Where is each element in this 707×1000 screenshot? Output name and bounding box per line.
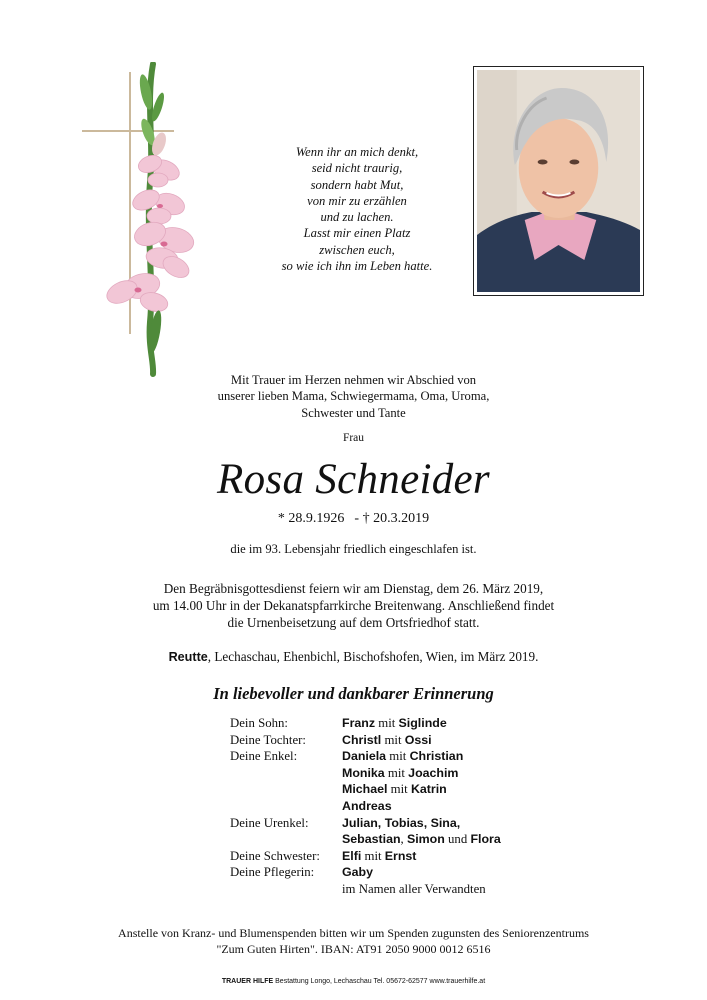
intro-line: Mit Trauer im Herzen nehmen wir Abschied von — [230, 373, 477, 387]
service-line: um 14.00 Uhr in der Dekanatspfarrkirche Breitenwang. Anschließend findet — [152, 598, 555, 613]
relation-names: Christl mit Ossi — [342, 732, 432, 747]
relation-names: Elfi mit Ernst — [342, 848, 417, 863]
deceased-name: Rosa Schneider — [217, 456, 490, 503]
service-line: Den Begräbnisgottesdienst feiern wir am Dienstag, dem 26. März 2019, — [163, 581, 544, 596]
intro-text — [0, 372, 707, 421]
gladiolus-cross-illustration — [80, 62, 205, 380]
relation-label: Deine Enkel: — [230, 749, 298, 764]
list-item — [230, 748, 550, 765]
birth-date: * 28.9.1926 — [277, 511, 345, 526]
intro-line: Schwester und Tante — [301, 405, 406, 420]
relation-label: Deine Tochter: — [230, 732, 306, 747]
list-item — [230, 732, 550, 749]
poem-line: so wie ich ihn im Leben hatte. — [281, 259, 433, 274]
relation-label: Deine Pflegerin: — [230, 865, 315, 880]
portrait-photo — [473, 66, 644, 296]
list-item — [230, 864, 550, 881]
poem — [262, 144, 452, 274]
relation-names: Franz mit Siglinde — [342, 716, 447, 730]
passed-away-text: die im 93. Lebensjahr friedlich eingeschlafen ist. — [230, 542, 477, 556]
donation-line: Anstelle von Kranz- und Blumenspenden bitten wir um Spenden zugunsten des Seniorenzentrums — [118, 926, 589, 940]
poem-line: Lasst mir einen Platz — [303, 226, 411, 241]
donation-line: "Zum Guten Hirten". IBAN: AT91 2050 9000 0012 6516 — [216, 942, 491, 956]
relation-label: Deine Schwester: — [230, 848, 320, 863]
donation-note — [0, 925, 707, 957]
place-town: Reutte — [168, 650, 208, 664]
service-line: die Urnenbeisetzung auf dem Ortsfriedhof statt. — [227, 615, 480, 630]
list-item — [230, 715, 550, 732]
place-date-line — [0, 648, 707, 666]
poem-line: Wenn ihr an mich denkt, — [295, 145, 419, 159]
undertaker-details: Bestattung Longo, Lechaschau Tel. 05672-62577 www.trauerhilfe.at — [273, 978, 486, 985]
death-date: - † 20.3.2019 — [354, 511, 430, 526]
list-item — [230, 831, 550, 848]
relation-label: Dein Sohn: — [230, 716, 288, 730]
intro-line: unserer lieben Mama, Schwiegermama, Oma, Uroma, — [217, 389, 490, 404]
cross-horizontal-beam — [82, 130, 174, 132]
relation-names: Daniela mit Christian — [342, 749, 464, 764]
relation-names: Monika mit Joachim — [342, 765, 459, 780]
poem-line: sondern habt Mut, — [310, 177, 404, 192]
relation-names: Julian, Tobias, Sina, — [342, 815, 461, 830]
portrait-icon — [477, 70, 640, 292]
undertaker-credit — [0, 977, 707, 986]
life-dates — [0, 510, 707, 528]
list-item — [230, 848, 550, 865]
place-rest: , Lechaschau, Ehenbichl, Bischofshofen, Wien, im März 2019. — [207, 649, 539, 664]
funeral-service-text — [0, 580, 707, 631]
list-item — [230, 798, 550, 815]
relation-label: Deine Urenkel: — [230, 815, 309, 830]
memory-heading: In liebevoller und dankbarer Erinnerung — [213, 684, 494, 703]
family-list — [230, 715, 550, 898]
salutation: Frau — [342, 432, 365, 444]
relatives-note: im Namen aller Verwandten — [342, 881, 486, 896]
relation-names: Gaby — [342, 865, 373, 880]
poem-line: seid nicht traurig, — [311, 161, 403, 176]
list-item — [230, 765, 550, 782]
relation-names: Sebastian, Simon und Flora — [342, 832, 501, 847]
list-item — [230, 781, 550, 798]
list-item — [230, 815, 550, 832]
list-item — [230, 881, 550, 898]
flower-icon — [80, 62, 205, 380]
poem-line: und zu lachen. — [320, 210, 394, 225]
undertaker-brand: TRAUER HILFE — [221, 978, 274, 985]
poem-line: von mir zu erzählen — [307, 193, 407, 208]
poem-line: zwischen euch, — [319, 242, 395, 257]
relation-names: Michael mit Katrin — [342, 782, 447, 797]
relation-names: Andreas — [342, 798, 392, 813]
